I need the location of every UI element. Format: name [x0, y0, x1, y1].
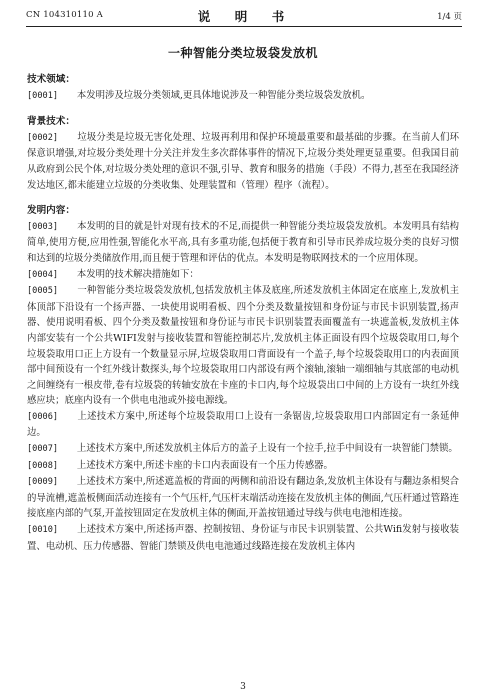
paragraph-text: 上述技术方案中,所述每个垃圾袋取用口上设有一条锯齿,垃圾袋取用口内部固定有一条延伸边。: [27, 410, 459, 439]
header-divider: [26, 26, 462, 27]
paragraph-text: 一种智能分类垃圾袋发放机,包括发放机主体及底座,所述发放机主体固定在底座上,发放机主体顶部下沿设有一个扬声器、一块使用说明看板、四个分类及数量按钮和身份证与市民卡识别装置,扬声器、使用说明看板、四个分类及数量按钮和身份证与市民卡识别装置表面覆盖有一块遮盖板,发放机主体内部安装有一个公共WIFI发射与接收装置和智能控制芯片,发放机主体正面设有四个垃圾袋取用口,每个垃圾袋取用口正上方设有一个数量显示屏,垃圾袋取用口背面设有一个盖子,每个垃圾袋取用口的内表面顶部中间预设有一个红外线计数探头,每个垃圾袋取用口内部设有两个滚轴,滚轴一端细轴与其底部的电动机之间缠绕有一根皮带,卷有垃圾袋的转轴安放在卡座的卡口内,每个垃圾袋出口中间的上方设有一块红外线感应块；底座内设有一个供电电池或外接电源线。: [27, 285, 459, 407]
paragraph-text: 上述技术方案中,所述卡座的卡口内表面设有一个压力传感器。: [76, 459, 333, 471]
page-header: [26, 6, 462, 26]
section-heading-background: 背景技术：: [27, 116, 75, 128]
paragraph-number: [0010]: [27, 525, 59, 536]
document-number: CN 104310110 A: [26, 10, 103, 20]
paragraph-0009: [27, 474, 459, 522]
paragraph-number: [0006]: [27, 411, 59, 422]
paragraph-text: 垃圾分类是垃圾无害化处理、垃圾再利用和保护环境最重要和最基础的步骤。在当前人们环保意识增强,对垃圾分类处理十分关注并发生多次群体事件的情况下,垃圾分类处理更显重要。但我国目前从政府到公民个体,对垃圾分类处理的意识不强,引导、教育和服务的措施（手段）不得力,甚至在我国经济发达地区,都未能建立垃圾的分类收集、处理装置和（管理）程序（流程）。: [27, 131, 459, 191]
paragraph-text: 上述技术方案中,所述遮盖板的背面的两侧和前沿设有翻边条,发放机主体设有与翻边条相契合的导流槽,遮盖板侧面活动连接有一个气压杆,气压杆末端活动连接在发放机主体的侧面,气压杆通过管路连接底座内部的气泵,开盖按钮固定在发放机主体的侧面,开盖按钮通过导线与供电电池相连接。: [27, 476, 459, 520]
paragraph-number: [0008]: [27, 460, 59, 471]
paragraph-number: [0009]: [27, 477, 59, 488]
paragraph-number: [0004]: [27, 269, 59, 280]
paragraph-text: 本发明涉及垃圾分类领域,更具体地说涉及一种智能分类垃圾袋发放机。: [76, 89, 371, 101]
paragraph-number: [0003]: [27, 221, 59, 232]
paragraph-0005: [27, 283, 459, 409]
paragraph-0007: [27, 441, 459, 458]
paragraph-0008: [27, 458, 459, 475]
paragraph-0010: [27, 522, 459, 554]
page-reference: 1/4 页: [437, 12, 462, 22]
paragraph-text: 上述技术方案中,所述发放机主体后方的盖子上设有一个拉手,拉手中间设有一块智能门禁锁。: [76, 443, 458, 455]
paragraph-number: [0005]: [27, 286, 59, 297]
paragraph-text: 本发明的技术解决措施如下：: [76, 268, 199, 280]
paragraph-text: 本发明的目的就是针对现有技术的不足,而提供一种智能分类垃圾袋发放机。本发明具有结构简单,使用方便,应用性强,智能化水平高,具有多重功能,包括便于教育和引导市民养成垃圾分类的良好习惯和达到的垃圾分类储放作用,而且便于管理和评估的优点。本发明是物联网技术的一个应用体现。: [27, 220, 459, 264]
paragraph-number: [0007]: [27, 444, 59, 455]
paragraph-number: [0002]: [27, 132, 59, 143]
paragraph-0006: [27, 409, 459, 441]
paragraph-0004: [27, 267, 459, 284]
paragraph-0002: [27, 130, 459, 193]
paragraph-0003: [27, 219, 459, 267]
page-number: 3: [240, 682, 246, 692]
paragraph-0001: [27, 88, 459, 105]
section-heading-summary: 发明内容：: [27, 205, 75, 217]
paragraph-text: 上述技术方案中,所述扬声器、控制按钮、身份证与市民卡识别装置、公共Wifi发射与接收装置、电动机、压力传感器、智能门禁锁及供电电池通过线路连接在发放机主体内: [27, 524, 459, 552]
document-title: 一种智能分类垃圾袋发放机: [167, 46, 318, 60]
section-heading-field: 技术领域：: [27, 74, 75, 85]
document-type: 说 明 书: [197, 9, 291, 24]
paragraph-number: [0001]: [27, 90, 59, 101]
document-body: [27, 72, 459, 554]
